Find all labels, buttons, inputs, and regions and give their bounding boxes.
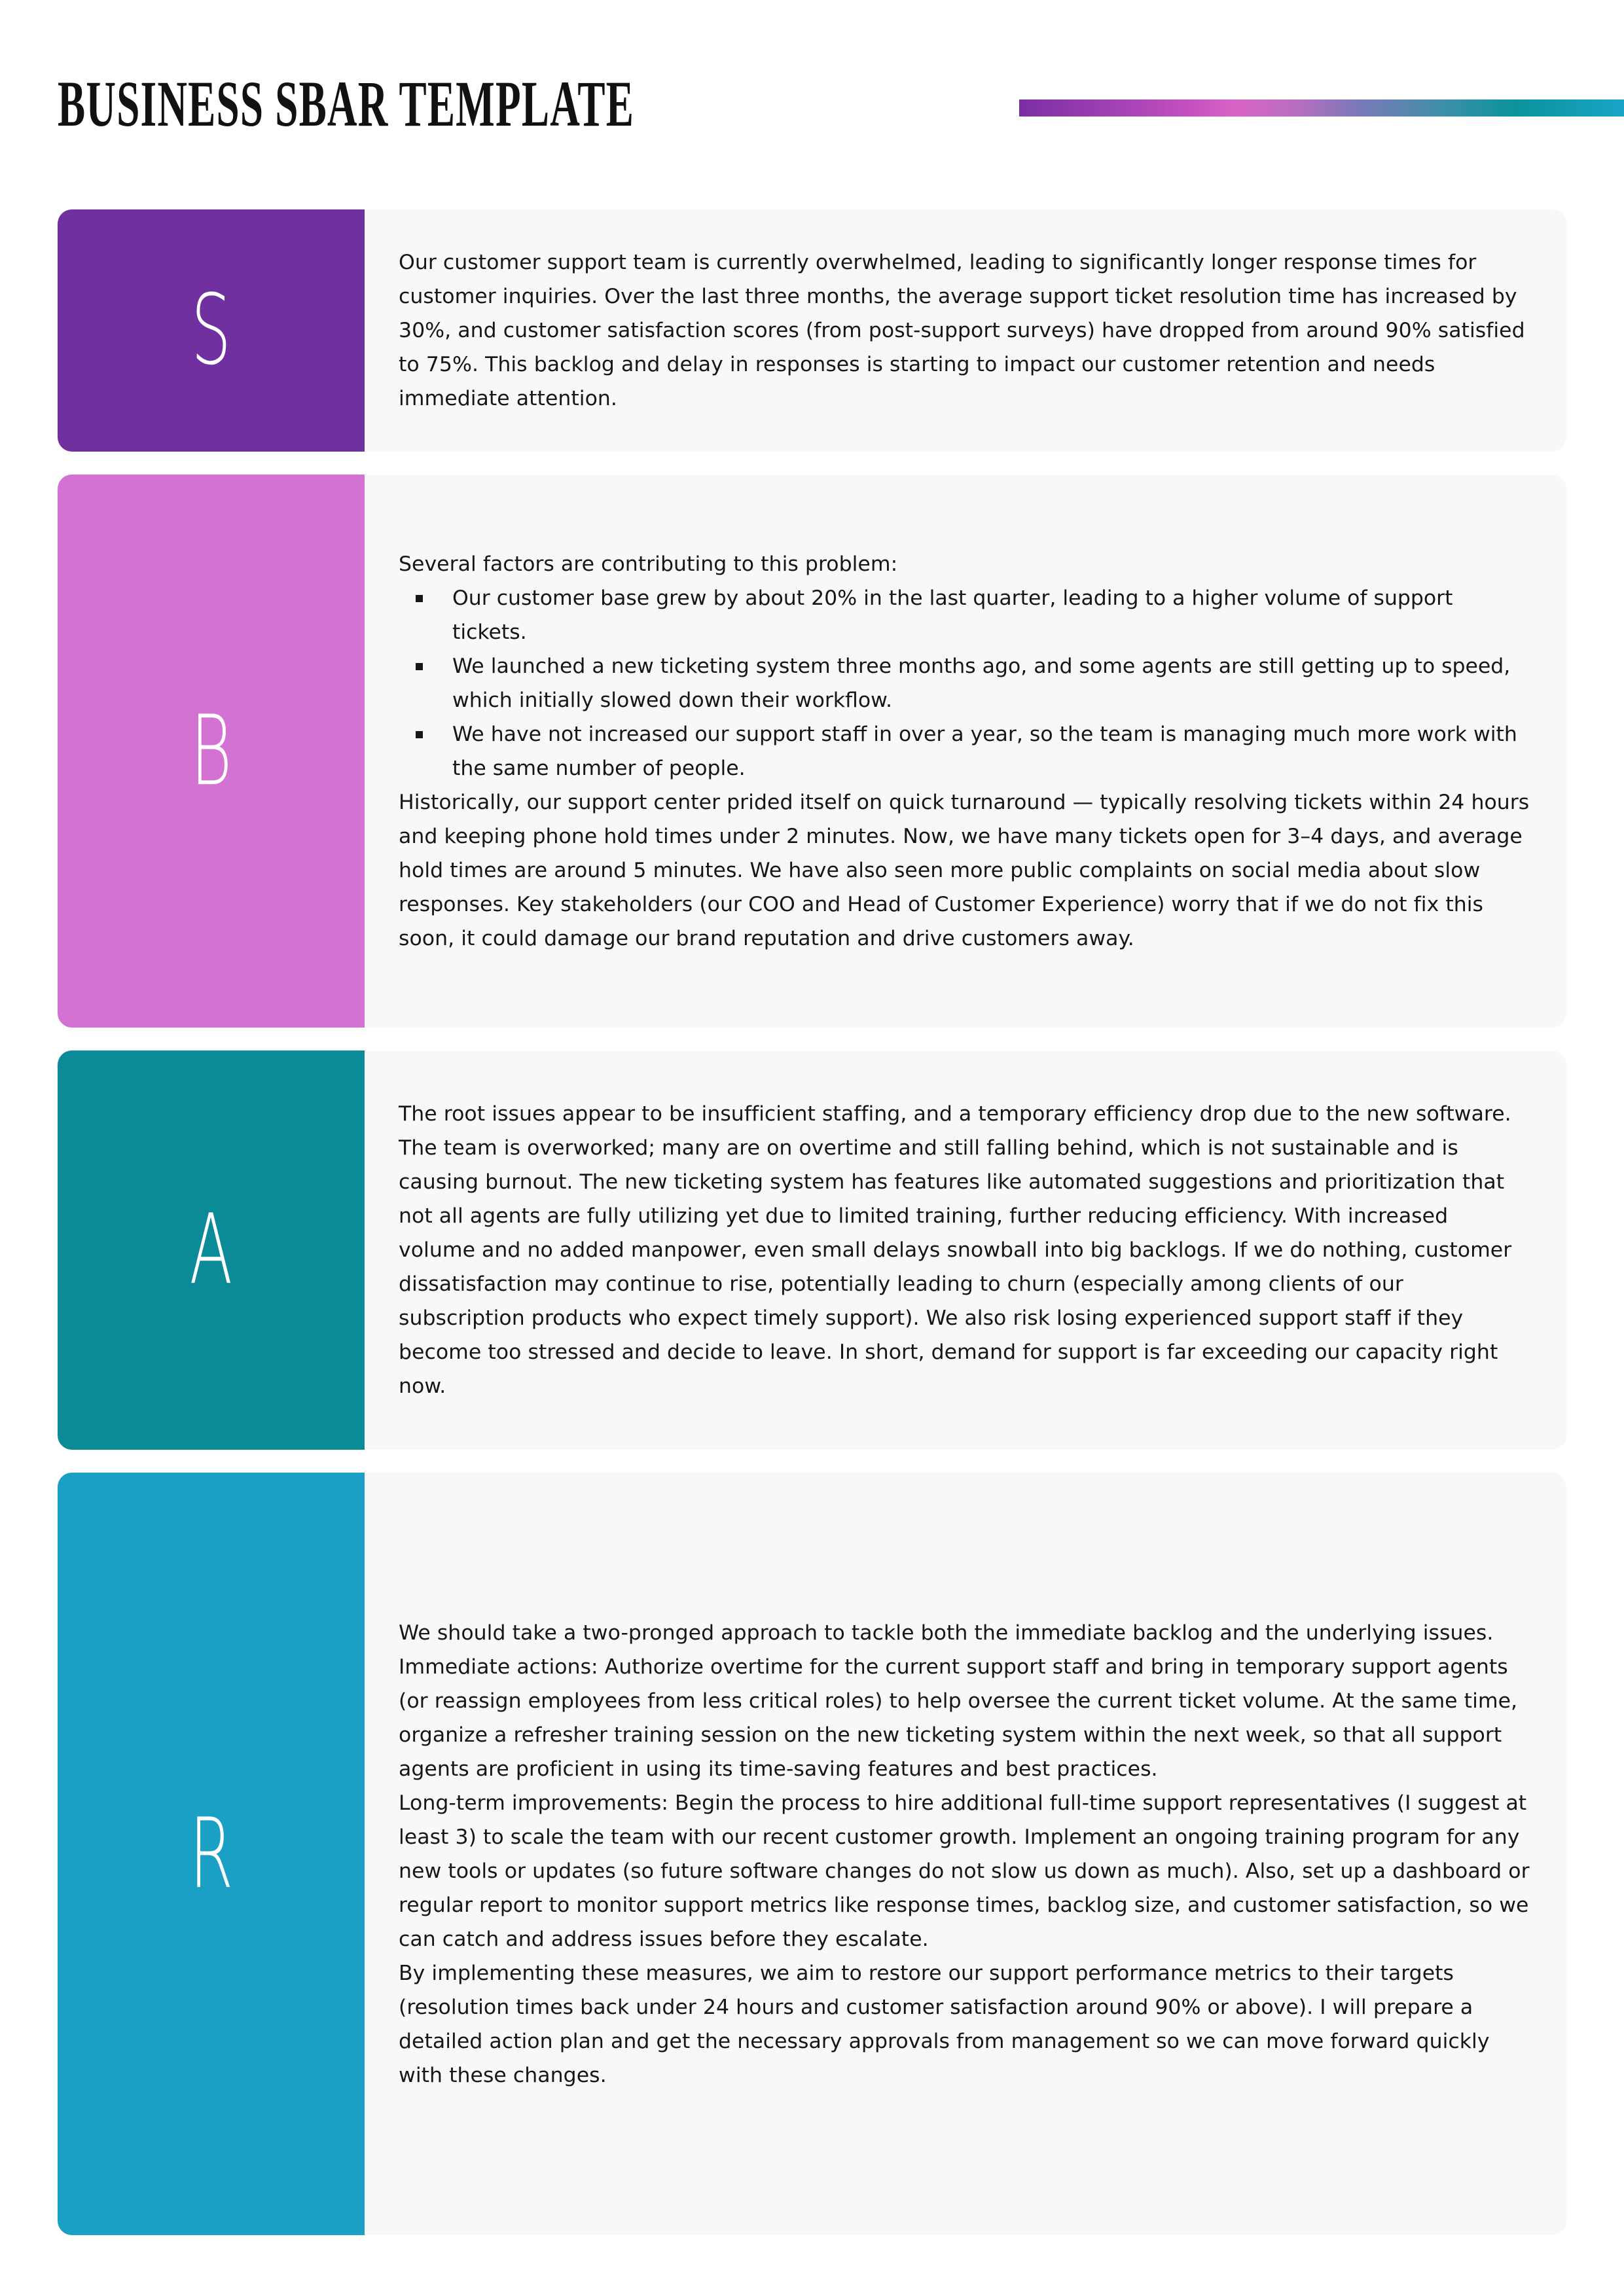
list-item-label: Our customer base grew by about 20% in the last quarter, leading to a higher volume of support tickets.: [452, 586, 1453, 644]
bullet-list: [399, 581, 1530, 785]
list-item-label: We have not increased our support staff in over a year, so the team is managing much more work with the same number of people.: [452, 722, 1517, 780]
section-body-situation: [365, 209, 1566, 452]
section-body-background: [365, 475, 1566, 1028]
paragraph: Several factors are contributing to this problem:: [399, 552, 898, 576]
paragraph: By implementing these measures, we aim to restore our support performance metrics to their targets (resolution times back under 24 hours and customer satisfaction around 90% or above). I will prepare a detailed action plan and get the necessary approvals from management so we can move forward quickly with these changes.: [399, 1961, 1490, 2087]
list-item: [399, 649, 1530, 717]
square-bullet-icon: [416, 731, 423, 738]
document-header: [0, 0, 1624, 164]
paragraph: Immediate actions: Authorize overtime for the current support staff and bring in temporary support agents (or reassign employees from less critical roles) to help oversee the current ticket volume. At the same time, organize a refresher training session on the new ticketing system within the next week, so that all support agents are proficient in using its time-saving features and best practices.: [399, 1655, 1518, 1781]
paragraph: The root issues appear to be insufficient staffing, and a temporary efficiency drop due to the new software. The team is overworked; many are on overtime and still falling behind, which is not sustainable and is causing burnout. The new ticketing system has features like automated suggestions and prioritization that not all agents are fully utilizing yet due to limited training, further reducing efficiency. With increased volume and no added manpower, even small delays snowball into big backlogs. If we do nothing, customer dissatisfaction may continue to rise, potentially leading to churn (especially among clients of our subscription products who expect timely support). We also risk losing experienced support staff if they become too stressed and decide to leave. In short, demand for support is far exceeding our capacity right now.: [399, 1102, 1512, 1398]
section-body-recommendation: [365, 1473, 1566, 2235]
section-letter-block-recommendation: [58, 1473, 365, 2235]
section-letter-assessment: A: [189, 1194, 233, 1306]
sbar-section-background: [58, 475, 1566, 1028]
section-letter-block-background: [58, 475, 365, 1028]
section-letter-situation: S: [190, 274, 232, 387]
list-item: [399, 581, 1530, 649]
paragraph: Our customer support team is currently overwhelmed, leading to significantly longer response times for customer inquiries. Over the last three months, the average support ticket resolution time has increased by 30%, and customer satisfaction scores (from post-support surveys) have dropped from around 90% satisfied to 75%. This backlog and delay in responses is starting to impact our customer retention and needs immediate attention.: [399, 251, 1525, 410]
sbar-section-situation: [58, 209, 1566, 452]
paragraph: Historically, our support center prided itself on quick turnaround — typically resolving tickets within 24 hours and keeping phone hold times under 2 minutes. Now, we have many tickets open for 3–4 days, and average hold times are around 5 minutes. We have also seen more public complaints on social media about slow responses. Key stakeholders (our COO and Head of Customer Experience) worry that if we do not fix this soon, it could damage our brand reputation and drive customers away.: [399, 790, 1530, 950]
list-item: [399, 717, 1530, 785]
section-letter-block-situation: [58, 209, 365, 452]
square-bullet-icon: [416, 663, 423, 670]
square-bullet-icon: [416, 595, 423, 602]
page-title: BUSINESS SBAR TEMPLATE: [58, 69, 635, 141]
list-item-label: We launched a new ticketing system three months ago, and some agents are still getting up to speed, which initially slowed down their workflow.: [452, 654, 1511, 712]
header-accent-gradient-bar: [1019, 99, 1624, 117]
sbar-section-recommendation: [58, 1473, 1566, 2235]
section-letter-background: B: [190, 694, 232, 808]
paragraph: Long-term improvements: Begin the process to hire additional full-time support representatives (I suggest at least 3) to scale the team with our recent customer growth. Implement an ongoing training program for any new tools or updates (so future software changes do not slow us down as much). Also, set up a dashboard or regular report to monitor support metrics like response times, backlog size, and customer satisfaction, so we can catch and address issues before they escalate.: [399, 1791, 1530, 1951]
section-letter-block-assessment: [58, 1050, 365, 1450]
sbar-section-assessment: [58, 1050, 1566, 1450]
paragraph: We should take a two-pronged approach to tackle both the immediate backlog and the underlying issues.: [399, 1621, 1494, 1645]
section-body-assessment: [365, 1050, 1566, 1450]
section-letter-recommendation: R: [189, 1797, 233, 1910]
